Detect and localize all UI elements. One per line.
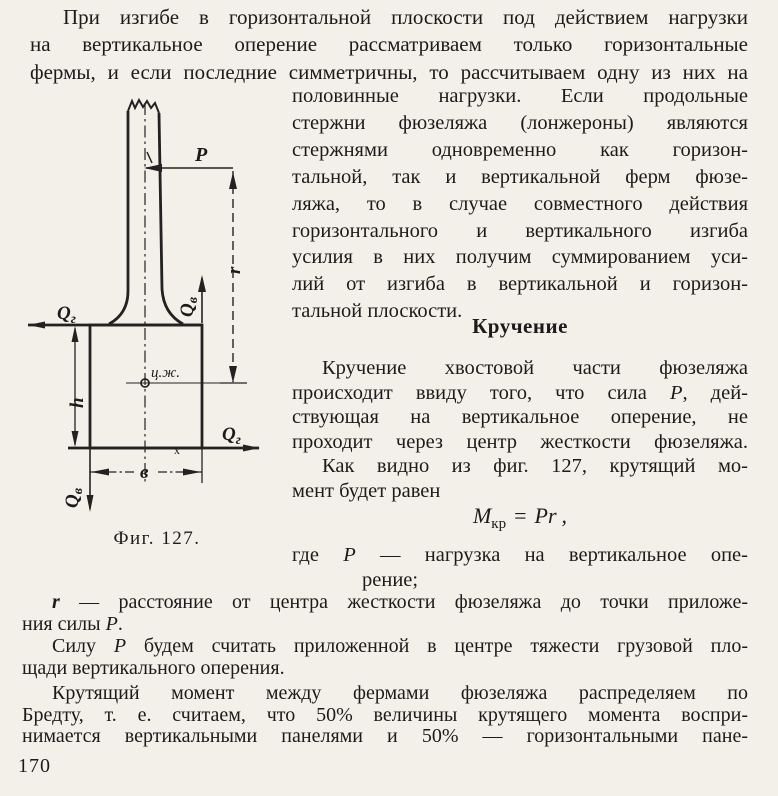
text-line: мент будет равен — [292, 479, 441, 502]
text-line: Бредту, т. е. считаем, что 50% величины крутящего момента воспри- — [22, 703, 748, 726]
text-line: тальной, так и вертикальной ферм фюзе- — [292, 165, 748, 188]
section-heading-torsion: Кручение — [472, 314, 568, 338]
qv-down-force — [62, 448, 94, 512]
subscript-kr: кр — [491, 516, 507, 532]
qv-up-force — [177, 275, 206, 323]
text-line: тальной плоскости. — [292, 300, 463, 323]
figure-127-diagram — [0, 95, 290, 565]
figure-caption: Фиг. 127. — [113, 528, 201, 549]
center-czh-label: ц.ж. — [151, 365, 180, 381]
text-line — [22, 591, 748, 613]
text-line — [292, 381, 748, 406]
width-b-dimension — [90, 448, 202, 483]
text-line: ствующая на вертикальное оперение, не — [292, 406, 748, 429]
bredt-paragraph — [22, 683, 748, 748]
text-line: проходит через центр жесткости фюзеляжа. — [292, 430, 748, 453]
center-of-rigidity — [126, 365, 247, 387]
qg-bottom-force — [68, 424, 260, 457]
text-line — [22, 635, 748, 657]
text-line: рение; — [362, 568, 419, 591]
text-segment: где — [292, 544, 344, 566]
text-segment: — расстояние от центра жесткости фюзеляжа до точки приложе- — [59, 591, 748, 613]
text-line: щади вертикального оперения. — [22, 657, 285, 679]
qg-top-label: $Q_г$ — [57, 303, 76, 327]
text-segment: Силу — [52, 635, 114, 657]
height-h-dimension — [67, 326, 88, 447]
equals-sign: = — [514, 503, 527, 528]
text-segment: — нагрузка на вертикальное опе- — [355, 544, 748, 566]
text-line: стержни фюзеляжа (лонжероны) являются — [292, 111, 748, 134]
x-mark: х — [174, 443, 180, 457]
text-line: Кручение хвостовой части фюзеляжа — [322, 357, 748, 379]
variable-p: Р — [105, 613, 118, 635]
text-line: половинные нагрузки. Если продольные — [292, 85, 748, 107]
height-h-label: h — [67, 397, 88, 408]
formula-comma: , — [561, 503, 568, 528]
variable-p: Р — [343, 544, 356, 566]
text-line: усилия в них получим суммированием уси- — [292, 246, 748, 269]
variable-p: Р — [669, 381, 683, 404]
where-clause — [292, 543, 748, 593]
text-line: стержнями одновременно как горизон- — [292, 138, 748, 161]
variable-r: r — [52, 591, 60, 613]
opening-paragraph — [30, 4, 748, 86]
right-column-paragraph — [292, 83, 748, 325]
text-segment: ния силы — [22, 613, 106, 635]
text-segment: . — [117, 613, 123, 635]
radius-r-dimension — [220, 171, 247, 383]
figure-127 — [0, 95, 290, 565]
radius-r-label: r — [224, 266, 245, 274]
text-line: нимается вертикальными панелями и 50% — горизонтальными пане- — [22, 725, 748, 747]
text-line: При изгибе в горизонтальной плоскости под действием нагрузки — [63, 5, 748, 29]
width-b-label: в — [140, 462, 149, 483]
force-p-label: Р — [195, 144, 208, 166]
text-line — [292, 543, 748, 568]
text-segment: , дей- — [682, 381, 748, 404]
tail-fin-outline — [109, 100, 183, 324]
variable-m: М — [472, 503, 492, 528]
torsion-paragraph — [292, 356, 748, 504]
text-line — [22, 613, 748, 635]
text-line: ляжа, то в случае совместного действия — [292, 192, 748, 215]
break-line-jag — [128, 100, 159, 113]
text-line: фермы, и если последние симметричны, то рассчитываем одну из них на — [30, 59, 748, 84]
text-segment: происходит ввиду того, что сила — [292, 381, 670, 404]
definitions-paragraph — [22, 591, 748, 679]
text-line: Крутящий момент между фермами фюзеляжа распределяем по — [52, 682, 748, 704]
text-line: на вертикальное оперение рассматриваем только горизонтальные — [30, 32, 748, 57]
force-p-arrow — [144, 144, 233, 172]
text-line: Как видно из фиг. 127, крутящий мо- — [322, 455, 748, 478]
page-number: 170 — [18, 755, 51, 777]
variable-p: Р — [113, 635, 127, 657]
qg-bottom-label: $Q_г$ — [222, 424, 241, 448]
formula-mkr — [292, 503, 748, 533]
qv-left-label: $Q_в$ — [62, 488, 86, 508]
text-line: горизонтального и вертикального изгиба — [292, 219, 748, 242]
text-line: лий от изгиба в вертикальной и горизон- — [292, 273, 748, 296]
text-segment: будем считать приложенной в центре тяжести грузовой пло- — [126, 635, 749, 657]
qv-right-label: $Q_в$ — [177, 297, 201, 317]
variable-pr: Pr — [534, 503, 557, 528]
